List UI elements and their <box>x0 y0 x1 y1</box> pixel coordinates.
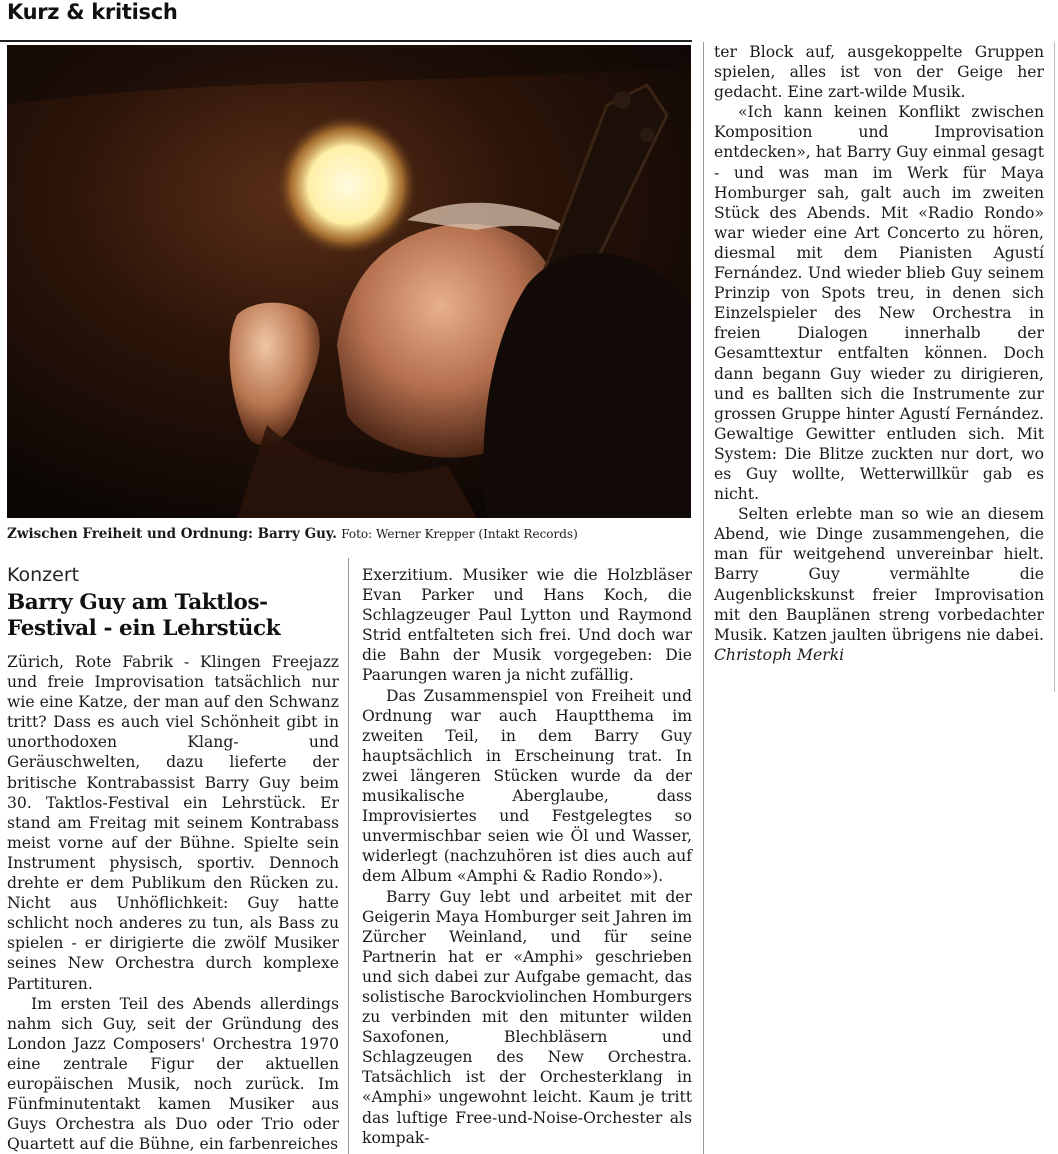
article-kicker: Konzert <box>7 564 80 586</box>
paragraph: «Ich kann keinen Konflikt zwischen Komposition und Improvisation entdecken», hat Barry Guy einmal gesagt - und was man im Werk für Maya Homburger sah, galt auch im zweiten Stück des Abends. Mit «Radio Rondo» war wieder eine Art Concerto zu hören, diesmal mit dem Pianisten Agustí Fernández. Und wieder blieb Guy seinem Prinzip von Spots treu, in denen sich Einzelspieler des New Orchestra in freien Dialogen innerhalb der Gesamttextur entfalten können. Doch dann begann Guy wieder zu dirigieren, und es ballten sich die Instrumente zur grossen Gruppe hinter Agustí Fernández. Gewaltige Gewitter entluden sich. Mit System: Die Blitze zuckten nur dort, wo es Guy wollte, Wetterwillkür gab es nicht. <box>714 103 1044 504</box>
column-divider <box>703 42 704 1154</box>
paragraph: Zürich, Rote Fabrik - Klingen Freejazz und freie Improvisation tatsächlich nur wie eine Katze, der man auf den Schwanz tritt? Dass es auch viel Schönheit gibt in unorthodoxen Klang- und Geräuschwelten, dazu lieferte der britische Kontrabassist Barry Guy beim 30. Taktlos-Festival ein Lehrstück. Er stand am Freitag mit seinem Kontrabass meist vorne auf der Bühne. Spielte sein Instrument physisch, sportiv. Dennoch drehte er dem Publikum den Rücken zu. Nicht aus Unhöflichkeit: Guy hatte schlicht noch anderes zu tun, als Bass zu spielen - er dirigierte die zwölf Musiker seines New Orchestra durch komplexe Partituren. <box>7 653 339 993</box>
article-column-1 <box>7 652 339 1154</box>
caption-lead: Zwischen Freiheit und Ordnung: Barry Guy. <box>7 526 337 542</box>
article-column-3 <box>714 42 1044 665</box>
photo-caption <box>7 525 691 543</box>
paragraph: ter Block auf, ausgekoppelte Gruppen spielen, alles ist von der Geige her gedacht. Eine zart-wilde Musik. <box>714 43 1044 102</box>
paragraph: Das Zusammenspiel von Freiheit und Ordnung war auch Hauptthema im zweiten Teil, in dem Barry Guy hauptsächlich in Erscheinung trat. In zwei längeren Stücken wurde da der musikalische Aberglaube, dass Improvisiertes und Festgelegtes so unvermischbar seien wie Öl und Wasser, widerlegt (nachzuhören ist dies auch auf dem Album «Amphi & Radio Rondo»). <box>362 686 692 886</box>
paragraph: Exerzitium. Musiker wie die Holzbläser Evan Parker und Hans Koch, die Schlagzeuger Paul Lytton und Raymond Strid entfalteten sich frei. Und doch war die Bahn der Musik vorgegeben: Die Paarungen waren ja nicht zufällig. <box>362 566 692 685</box>
article-headline: Barry Guy am Taktlos-Festival - ein Lehrstück <box>7 590 281 641</box>
stage-light <box>277 115 417 255</box>
column-divider <box>348 558 349 1154</box>
paragraph: Barry Guy lebt und arbeitet mit der Geigerin Maya Homburger seit Jahren im Zürcher Weinland, und für seine Partnerin hat er «Amphi» geschrieben und sich dabei zur Aufgabe gemacht, das solistische Barockviolinchen Homburgers zu verbinden mit den mitunter wilden Saxofonen, Blechbläsern und Schlagzeugen des New Orchestra. Tatsächlich ist der Orchesterklang in «Amphi» ungewohnt leicht. Kaum je tritt das luftige Free-und-Noise-Orchester als kompak- <box>362 887 692 1147</box>
column-divider <box>1054 42 1055 692</box>
section-rubric: Kurz & kritisch <box>7 0 178 24</box>
photo-illustration <box>7 45 691 518</box>
photo-credit: Foto: Werner Krepper (Intakt Records) <box>341 527 578 541</box>
section-rule <box>0 40 692 42</box>
paragraph: Im ersten Teil des Abends allerdings nahm sich Guy, seit der Gründung des London Jazz Composers' Orchestra 1970 eine zentrale Figur der aktuellen europäischen Musik, noch zurück. Im Fünfminutentakt kamen Musiker aus Guys Orchestra als Duo oder Trio oder Quartett auf die Bühne, ein farbenreiches <box>7 994 339 1154</box>
article-column-2 <box>362 565 692 1148</box>
article-author: Christoph Merki <box>714 645 845 664</box>
paragraph: Selten erlebte man so wie an diesem Abend, wie Dinge zusammengehen, die man für weitgehend unvereinbar hielt. Barry Guy vermählte die Augenblickskunst freier Improvisation mit den Bauplänen streng vorbedachter Musik. Katzen jaulten übrigens nie dabei. <box>714 505 1045 644</box>
article-photo <box>7 45 691 518</box>
